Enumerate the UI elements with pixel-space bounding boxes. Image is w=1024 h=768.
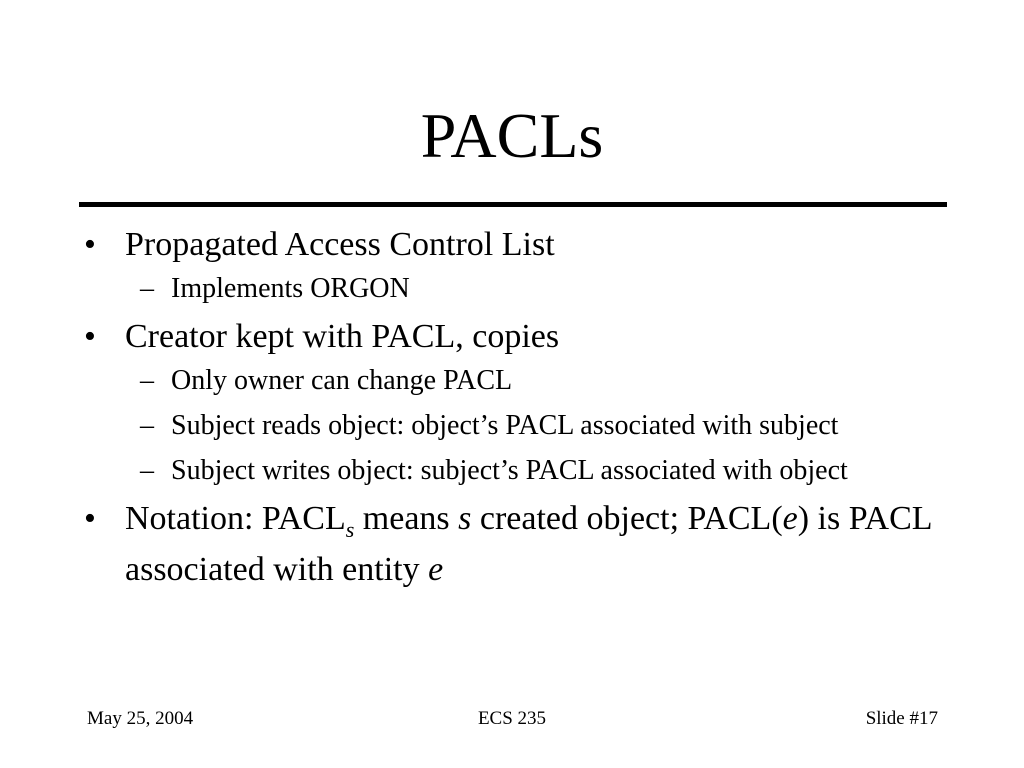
footer-date: May 25, 2004	[87, 708, 194, 729]
italic-e-entity: e	[428, 550, 444, 588]
dash-marker: –	[140, 410, 154, 441]
dash-marker: –	[140, 455, 154, 486]
italic-s: s	[458, 500, 472, 537]
sub-bullet-text: Only owner can change PACL	[171, 365, 513, 396]
italic-e: e	[782, 500, 798, 537]
sub-bullet-subject-reads	[84, 408, 944, 444]
footer-slide-number: Slide #17	[865, 708, 938, 729]
slide-title: PACLs	[420, 100, 604, 171]
dash-marker: –	[140, 365, 154, 396]
sub-bullet-only-owner	[84, 363, 944, 399]
title-divider	[79, 202, 947, 207]
sub-bullet-subject-writes	[84, 453, 944, 489]
bullet-creator-kept	[84, 317, 944, 357]
sub-bullet-text: Implements ORGON	[171, 273, 410, 304]
sub-bullet-text: Subject writes object: subject’s PACL associated with object	[171, 455, 848, 486]
dash-marker: –	[140, 273, 154, 304]
bullet-notation	[84, 499, 944, 590]
bullet-marker: •	[84, 318, 96, 355]
footer-course: ECS 235	[477, 708, 547, 729]
slide-body	[84, 225, 944, 596]
bullet-propagated-acl	[84, 225, 944, 265]
bullet-text: Propagated Access Control List	[125, 226, 555, 263]
bullet-marker: •	[84, 226, 96, 263]
sub-bullet-text: Subject reads object: object’s PACL associated with subject	[171, 410, 839, 441]
bullet-marker: •	[84, 500, 96, 537]
notation-text: Notation: $PACL_s$ means s created object; PACL(e) is PACL associated with entity e	[125, 500, 932, 588]
sub-bullet-implements-orgon	[84, 271, 944, 307]
bullet-text: Creator kept with PACL, copies	[125, 318, 560, 355]
subscript-s: s	[345, 516, 355, 542]
